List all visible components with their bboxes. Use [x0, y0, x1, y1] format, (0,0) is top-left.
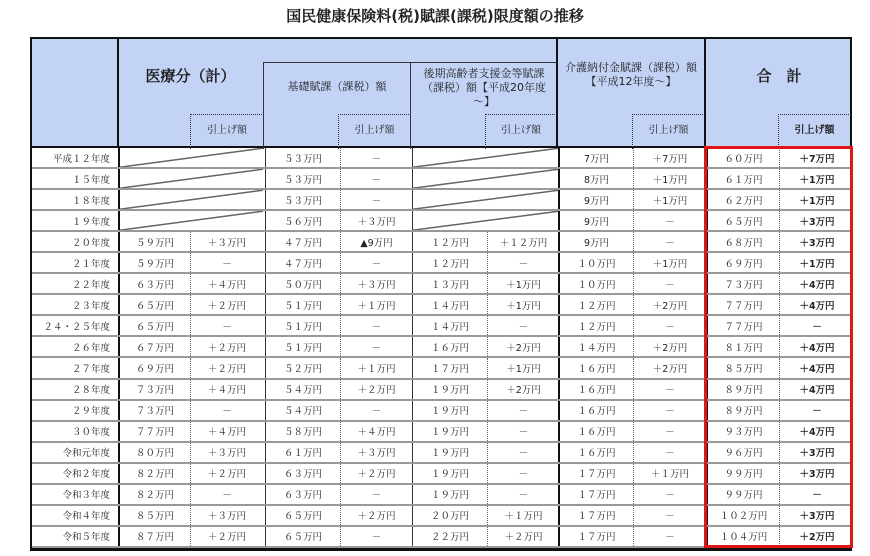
- care-increase-cell: －: [633, 485, 706, 504]
- header-increase: 引上げ額: [794, 125, 835, 136]
- basic-value-cell: ５１万円: [265, 337, 340, 356]
- later-increase-cell: ＋1万円: [487, 295, 559, 314]
- later-na-cell: [412, 148, 559, 167]
- total-value-cell: １０４万円: [706, 527, 779, 546]
- total-increase-cell: ＋3万円: [779, 506, 854, 525]
- basic-increase-cell: ＋４万円: [340, 422, 412, 441]
- year-cell: ２４・２５年度: [43, 321, 110, 333]
- table-row: [32, 274, 850, 295]
- header-increase: 引上げ額: [648, 125, 689, 136]
- care-increase-cell: ＋1万円: [633, 253, 706, 272]
- total-value-cell: ６８万円: [706, 232, 779, 251]
- table-row: [32, 190, 850, 211]
- basic-value-cell: ４７万円: [265, 253, 340, 272]
- later-increase-cell: ＋2万円: [487, 380, 559, 399]
- later-value-cell: １９万円: [412, 464, 487, 483]
- care-value-cell: １６万円: [558, 358, 633, 377]
- med-increase-cell: －: [190, 485, 263, 504]
- med-increase-cell: ＋４万円: [190, 380, 263, 399]
- table-row: [32, 464, 850, 485]
- later-increase-cell: ＋２万円: [487, 527, 559, 546]
- later-increase-cell: －: [487, 316, 559, 335]
- med-value-cell: ６５万円: [118, 295, 190, 314]
- later-value-cell: １２万円: [412, 253, 487, 272]
- total-value-cell: １０２万円: [706, 506, 779, 525]
- total-value-cell: ６０万円: [706, 148, 779, 167]
- med-na-cell: [118, 148, 263, 167]
- med-increase-cell: ＋２万円: [190, 358, 263, 377]
- total-increase-cell: －: [779, 316, 854, 335]
- med-increase-cell: ＋４万円: [190, 422, 263, 441]
- med-value-cell: ７７万円: [118, 422, 190, 441]
- header-total: 合 計: [756, 67, 802, 85]
- med-increase-cell: ＋４万円: [190, 274, 263, 293]
- care-increase-cell: －: [633, 380, 706, 399]
- total-value-cell: ８９万円: [706, 380, 779, 399]
- later-value-cell: １９万円: [412, 401, 487, 420]
- basic-value-cell: ５４万円: [265, 401, 340, 420]
- basic-increase-cell: ＋１万円: [340, 295, 412, 314]
- total-value-cell: ９３万円: [706, 422, 779, 441]
- total-value-cell: ６２万円: [706, 190, 779, 209]
- med-value-cell: ８７万円: [118, 527, 190, 546]
- total-value-cell: ６９万円: [706, 253, 779, 272]
- med-increase-cell: －: [190, 316, 263, 335]
- header-basic: 基礎賦課（課税）額: [287, 80, 387, 93]
- care-increase-cell: ＋1万円: [633, 190, 706, 209]
- basic-increase-cell: －: [340, 401, 412, 420]
- basic-value-cell: ５８万円: [265, 422, 340, 441]
- header-medical: 医療分（計）: [145, 67, 236, 85]
- basic-increase-cell: ＋２万円: [340, 464, 412, 483]
- care-increase-cell: －: [633, 506, 706, 525]
- later-value-cell: １９万円: [412, 380, 487, 399]
- later-na-cell: [412, 211, 559, 230]
- med-increase-cell: ＋３万円: [190, 443, 263, 462]
- basic-value-cell: ５４万円: [265, 380, 340, 399]
- care-increase-cell: ＋7万円: [633, 148, 706, 167]
- total-value-cell: ８１万円: [706, 337, 779, 356]
- total-increase-cell: ＋4万円: [779, 337, 854, 356]
- year-cell: ２３年度: [71, 300, 110, 312]
- total-increase-cell: ＋3万円: [779, 464, 854, 483]
- later-increase-cell: ＋１万円: [487, 506, 559, 525]
- total-value-cell: ７７万円: [706, 295, 779, 314]
- later-na-cell: [412, 190, 559, 209]
- later-value-cell: １２万円: [412, 232, 487, 251]
- header-later: 後期高齢者支援金等賦課（課税）額【平成20年度～】: [422, 67, 546, 108]
- med-increase-cell: ＋２万円: [190, 527, 263, 546]
- med-value-cell: ６７万円: [118, 337, 190, 356]
- total-increase-cell: ＋4万円: [779, 380, 854, 399]
- later-value-cell: １３万円: [412, 274, 487, 293]
- med-na-cell: [118, 211, 263, 230]
- med-na-cell: [118, 190, 263, 209]
- total-increase-cell: －: [779, 401, 854, 420]
- table-row: [32, 380, 850, 401]
- care-value-cell: １４万円: [558, 337, 633, 356]
- total-value-cell: ９９万円: [706, 464, 779, 483]
- med-increase-cell: －: [190, 401, 263, 420]
- later-increase-cell: －: [487, 401, 559, 420]
- year-cell: ２１年度: [71, 258, 110, 270]
- basic-value-cell: ６５万円: [265, 506, 340, 525]
- med-value-cell: ８２万円: [118, 464, 190, 483]
- total-increase-cell: ＋1万円: [779, 169, 854, 188]
- year-cell: 令和２年度: [62, 469, 110, 481]
- med-value-cell: ７３万円: [118, 380, 190, 399]
- care-value-cell: １２万円: [558, 295, 633, 314]
- later-value-cell: １４万円: [412, 316, 487, 335]
- basic-increase-cell: ＋２万円: [340, 380, 412, 399]
- basic-value-cell: ５３万円: [265, 148, 340, 167]
- care-increase-cell: －: [633, 422, 706, 441]
- basic-increase-cell: －: [340, 316, 412, 335]
- page-title: 国民健康保険料(税)賦課(課税)限度額の推移: [286, 7, 584, 25]
- total-increase-cell: ＋7万円: [779, 148, 854, 167]
- total-value-cell: ７７万円: [706, 316, 779, 335]
- later-value-cell: １９万円: [412, 422, 487, 441]
- med-value-cell: ８０万円: [118, 443, 190, 462]
- basic-increase-cell: ＋３万円: [340, 443, 412, 462]
- care-increase-cell: －: [633, 232, 706, 251]
- care-value-cell: １７万円: [558, 527, 633, 546]
- table-row: [32, 232, 850, 253]
- care-value-cell: １７万円: [558, 485, 633, 504]
- total-increase-cell: ＋2万円: [779, 527, 854, 546]
- basic-increase-cell: ▲9万円: [340, 232, 412, 251]
- later-value-cell: ２２万円: [412, 527, 487, 546]
- year-cell: 平成１２年度: [52, 153, 110, 165]
- basic-value-cell: ５１万円: [265, 295, 340, 314]
- table-row: [32, 316, 850, 337]
- later-value-cell: １６万円: [412, 337, 487, 356]
- care-value-cell: １２万円: [558, 316, 633, 335]
- med-value-cell: ５９万円: [118, 232, 190, 251]
- med-increase-cell: －: [190, 253, 263, 272]
- med-value-cell: ６３万円: [118, 274, 190, 293]
- total-increase-cell: ＋3万円: [779, 211, 854, 230]
- care-increase-cell: ＋2万円: [633, 358, 706, 377]
- basic-value-cell: ６３万円: [265, 464, 340, 483]
- later-increase-cell: －: [487, 485, 559, 504]
- table-row: [32, 253, 850, 274]
- year-cell: ２２年度: [71, 279, 110, 291]
- year-cell: ２６年度: [71, 342, 110, 354]
- header-increase: 引上げ額: [207, 125, 247, 136]
- later-increase-cell: －: [487, 422, 559, 441]
- basic-value-cell: ６５万円: [265, 527, 340, 546]
- basic-value-cell: ５０万円: [265, 274, 340, 293]
- year-cell: ２９年度: [71, 406, 110, 418]
- table-row: [32, 169, 850, 190]
- total-increase-cell: ＋4万円: [779, 274, 854, 293]
- total-increase-cell: －: [779, 485, 854, 504]
- table-row: [32, 485, 850, 506]
- basic-increase-cell: ＋３万円: [340, 274, 412, 293]
- later-value-cell: １４万円: [412, 295, 487, 314]
- table-row: [32, 148, 850, 169]
- med-increase-cell: ＋２万円: [190, 337, 263, 356]
- later-increase-cell: ＋１２万円: [487, 232, 559, 251]
- table-row: [32, 401, 850, 422]
- year-cell: ２０年度: [71, 237, 110, 249]
- total-value-cell: ８５万円: [706, 358, 779, 377]
- later-increase-cell: －: [487, 443, 559, 462]
- basic-value-cell: ５３万円: [265, 169, 340, 188]
- care-increase-cell: －: [633, 443, 706, 462]
- med-value-cell: ６９万円: [118, 358, 190, 377]
- header-increase: 引上げ額: [501, 125, 541, 136]
- table-row: [32, 422, 850, 443]
- table-body: [30, 148, 852, 551]
- care-increase-cell: －: [633, 527, 706, 546]
- basic-increase-cell: －: [340, 169, 412, 188]
- med-value-cell: ８２万円: [118, 485, 190, 504]
- care-increase-cell: －: [633, 274, 706, 293]
- table-row: [32, 211, 850, 232]
- med-na-cell: [118, 169, 263, 188]
- basic-increase-cell: －: [340, 253, 412, 272]
- care-increase-cell: ＋１万円: [633, 464, 706, 483]
- total-value-cell: ６５万円: [706, 211, 779, 230]
- care-value-cell: 9万円: [558, 211, 633, 230]
- total-value-cell: ９６万円: [706, 443, 779, 462]
- later-increase-cell: ＋2万円: [487, 337, 559, 356]
- care-value-cell: 9万円: [558, 190, 633, 209]
- med-value-cell: ８５万円: [118, 506, 190, 525]
- total-increase-cell: ＋4万円: [779, 358, 854, 377]
- care-increase-cell: ＋2万円: [633, 295, 706, 314]
- later-value-cell: ２０万円: [412, 506, 487, 525]
- basic-value-cell: ５２万円: [265, 358, 340, 377]
- later-increase-cell: ＋1万円: [487, 274, 559, 293]
- table-row: [32, 527, 850, 548]
- total-increase-cell: ＋3万円: [779, 443, 854, 462]
- basic-increase-cell: ＋３万円: [340, 211, 412, 230]
- care-increase-cell: －: [633, 211, 706, 230]
- med-increase-cell: ＋２万円: [190, 295, 263, 314]
- year-cell: ２７年度: [71, 363, 110, 375]
- year-cell: 令和５年度: [62, 532, 110, 544]
- year-cell: 令和４年度: [62, 511, 110, 523]
- total-value-cell: ６１万円: [706, 169, 779, 188]
- basic-increase-cell: ＋１万円: [340, 358, 412, 377]
- table-row: [32, 443, 850, 464]
- med-value-cell: ５９万円: [118, 253, 190, 272]
- care-value-cell: 8万円: [558, 169, 633, 188]
- later-increase-cell: ＋1万円: [487, 358, 559, 377]
- care-value-cell: 9万円: [558, 232, 633, 251]
- basic-value-cell: ５３万円: [265, 190, 340, 209]
- year-cell: １８年度: [71, 195, 110, 207]
- med-increase-cell: ＋３万円: [190, 506, 263, 525]
- header-care: 介護納付金賦課（課税）額【平成12年度～】: [565, 61, 697, 88]
- total-increase-cell: ＋1万円: [779, 190, 854, 209]
- year-cell: １５年度: [71, 174, 110, 186]
- basic-increase-cell: ＋２万円: [340, 506, 412, 525]
- later-value-cell: １９万円: [412, 485, 487, 504]
- med-increase-cell: ＋３万円: [190, 232, 263, 251]
- care-value-cell: １０万円: [558, 274, 633, 293]
- basic-value-cell: ５６万円: [265, 211, 340, 230]
- care-increase-cell: ＋1万円: [633, 169, 706, 188]
- care-value-cell: １６万円: [558, 422, 633, 441]
- table-row: [32, 506, 850, 527]
- care-value-cell: １６万円: [558, 443, 633, 462]
- basic-value-cell: ５１万円: [265, 316, 340, 335]
- care-value-cell: １６万円: [558, 380, 633, 399]
- later-increase-cell: －: [487, 464, 559, 483]
- med-value-cell: ７３万円: [118, 401, 190, 420]
- table-row: [32, 337, 850, 358]
- basic-value-cell: ６１万円: [265, 443, 340, 462]
- total-increase-cell: ＋4万円: [779, 295, 854, 314]
- total-value-cell: ７３万円: [706, 274, 779, 293]
- care-value-cell: １０万円: [558, 253, 633, 272]
- basic-increase-cell: －: [340, 148, 412, 167]
- table-row: [32, 295, 850, 316]
- care-increase-cell: ＋2万円: [633, 337, 706, 356]
- total-increase-cell: ＋3万円: [779, 232, 854, 251]
- basic-value-cell: ４７万円: [265, 232, 340, 251]
- care-increase-cell: －: [633, 316, 706, 335]
- care-value-cell: １６万円: [558, 401, 633, 420]
- year-cell: ２８年度: [71, 385, 110, 397]
- year-cell: 令和元年度: [62, 448, 110, 460]
- med-increase-cell: ＋２万円: [190, 464, 263, 483]
- later-value-cell: １９万円: [412, 443, 487, 462]
- basic-increase-cell: －: [340, 485, 412, 504]
- year-cell: ３０年度: [71, 427, 110, 439]
- basic-value-cell: ６３万円: [265, 485, 340, 504]
- later-na-cell: [412, 169, 559, 188]
- care-value-cell: 7万円: [558, 148, 633, 167]
- total-value-cell: ９９万円: [706, 485, 779, 504]
- care-increase-cell: －: [633, 401, 706, 420]
- med-value-cell: ６５万円: [118, 316, 190, 335]
- care-value-cell: １７万円: [558, 506, 633, 525]
- year-cell: １９年度: [71, 216, 110, 228]
- header-increase: 引上げ額: [354, 125, 395, 136]
- total-increase-cell: ＋4万円: [779, 422, 854, 441]
- basic-increase-cell: －: [340, 337, 412, 356]
- table-row: [32, 358, 850, 379]
- later-increase-cell: －: [487, 253, 559, 272]
- later-value-cell: １７万円: [412, 358, 487, 377]
- year-cell: 令和３年度: [62, 490, 110, 502]
- total-increase-cell: ＋1万円: [779, 253, 854, 272]
- care-value-cell: １７万円: [558, 464, 633, 483]
- basic-increase-cell: －: [340, 527, 412, 546]
- basic-increase-cell: －: [340, 190, 412, 209]
- total-value-cell: ８９万円: [706, 401, 779, 420]
